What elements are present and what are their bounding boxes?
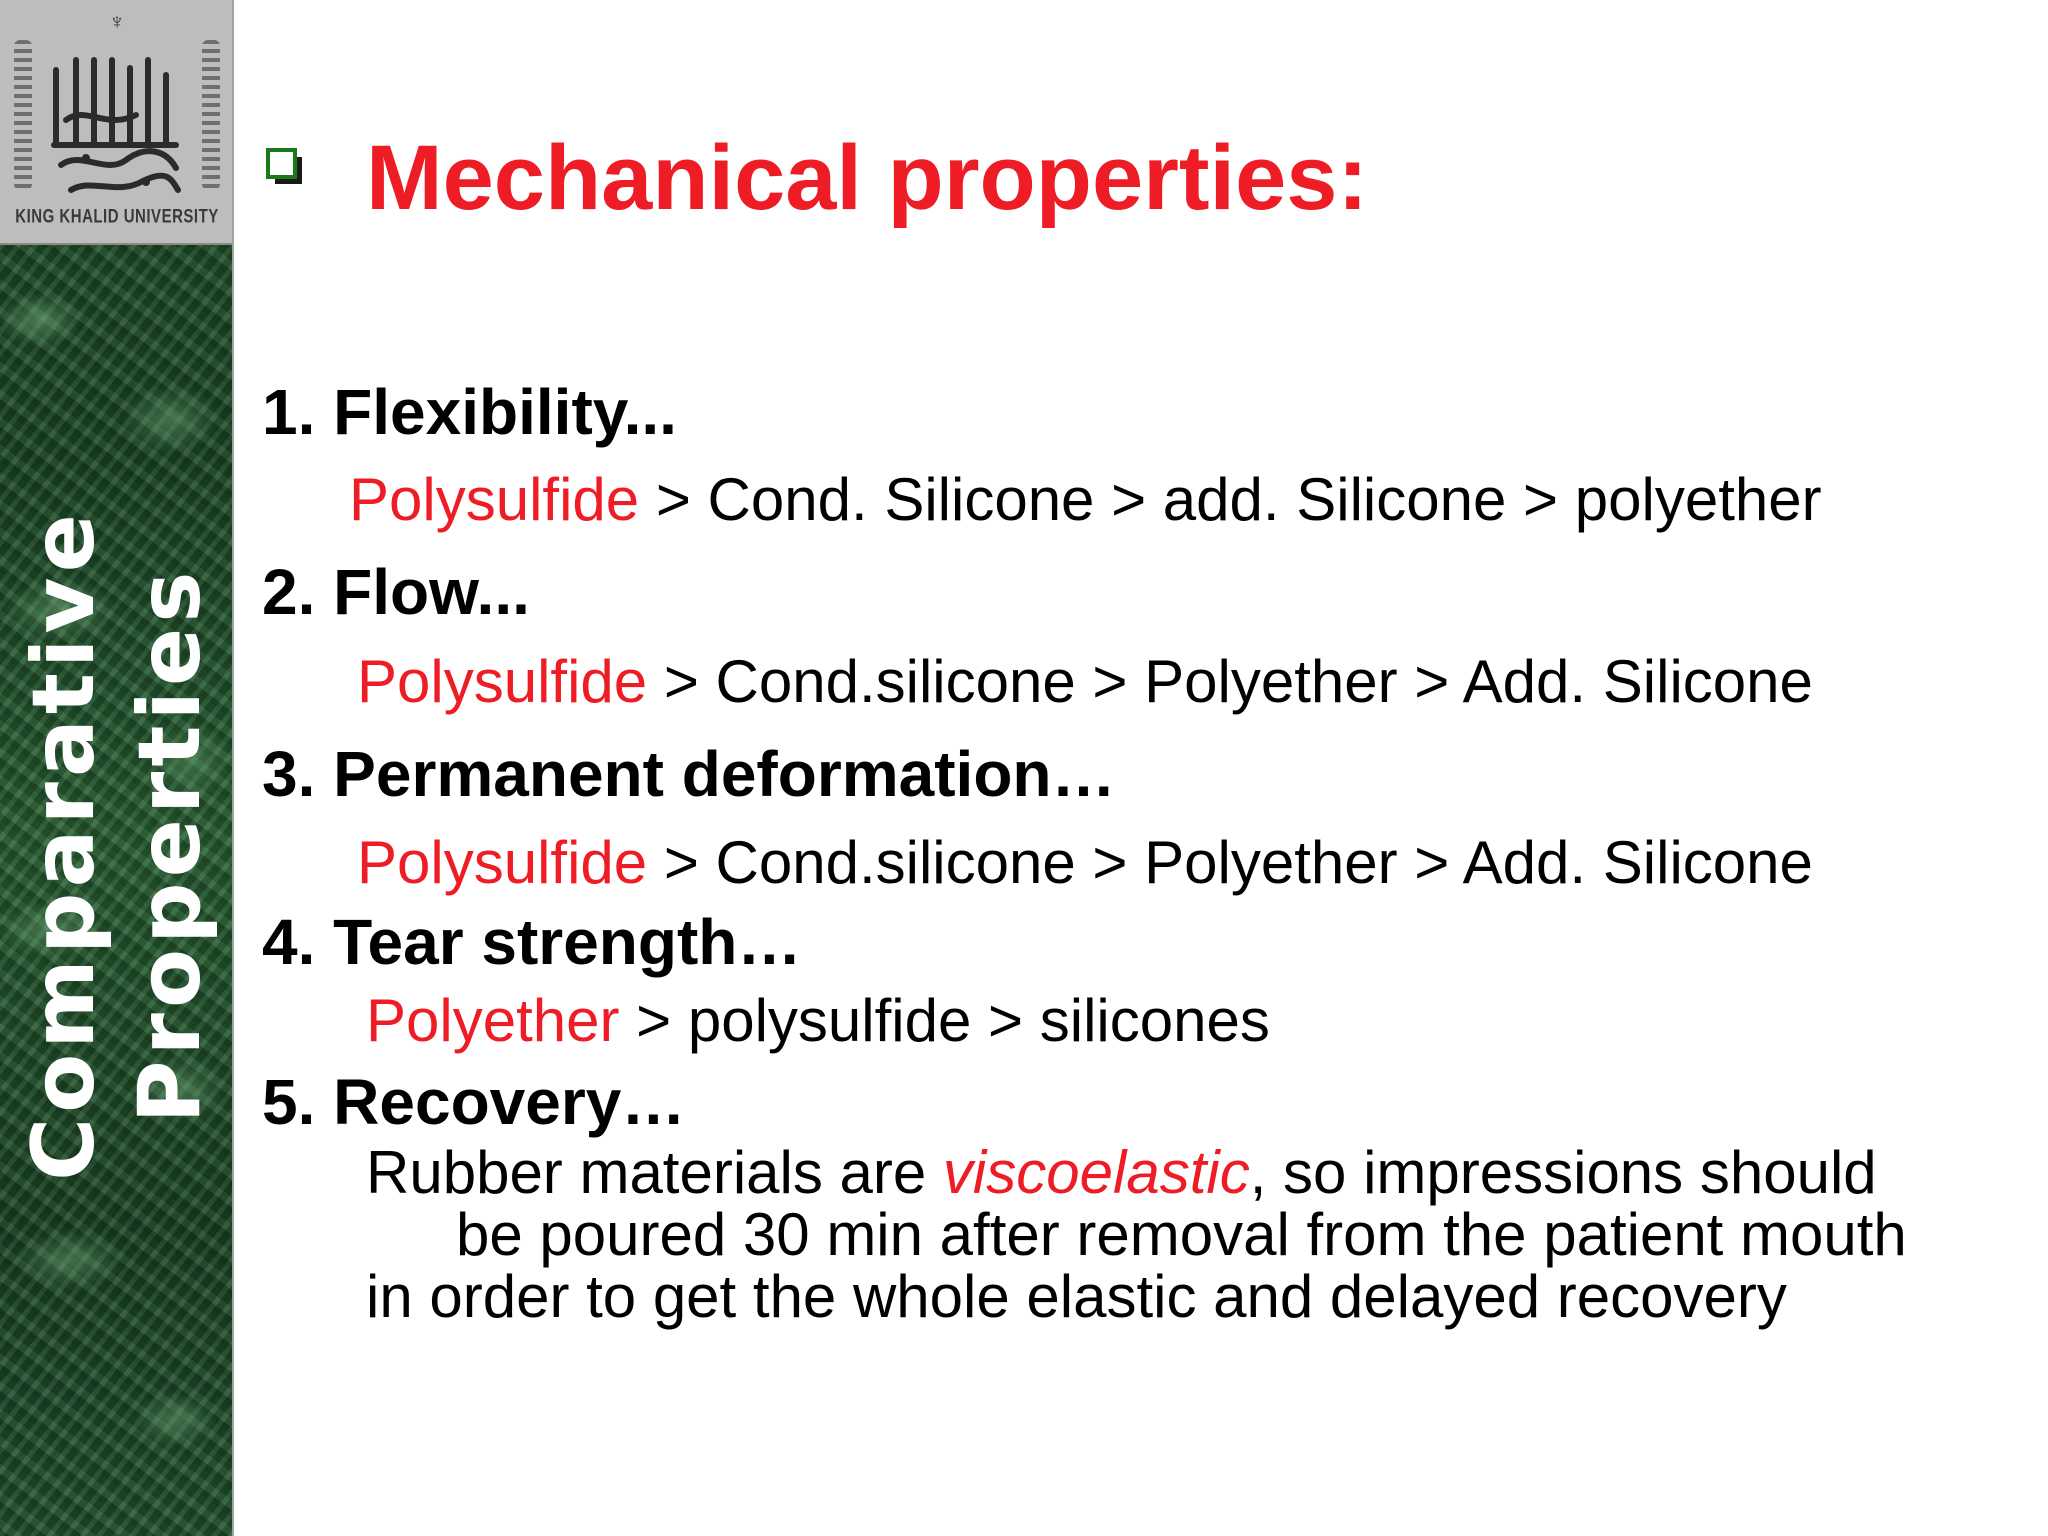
vertical-title	[11, 509, 223, 1181]
item-line-permanent-deformation	[357, 829, 1813, 897]
item-title-permanent-deformation: 3. Permanent deformation…	[262, 738, 1116, 810]
item-title-tear-strength: 4. Tear strength…	[262, 906, 802, 978]
university-logo	[0, 0, 234, 245]
ranking-text: > Cond.silicone > Polyether > Add. Silicone	[647, 829, 1813, 896]
logo-ornament-right	[202, 40, 220, 190]
item-line-flexibility	[349, 466, 1822, 534]
item-line-tear-strength	[366, 987, 1270, 1055]
checkbox-square-bullet-icon	[266, 148, 304, 186]
ranking-text: > polysulfide > silicones	[619, 987, 1270, 1054]
recovery-paragraph	[366, 1139, 2006, 1330]
paragraph-line-1	[366, 1139, 2006, 1206]
highlight-term: Polysulfide	[357, 829, 648, 896]
highlight-term: Polysulfide	[349, 466, 640, 533]
item-title-flow: 2. Flow...	[262, 556, 530, 628]
vertical-title-line1: Comparative	[14, 509, 114, 1181]
text-span: , so impressions should	[1249, 1139, 1877, 1206]
item-line-flow	[357, 648, 1813, 716]
vertical-title-line2: Properties	[120, 566, 220, 1124]
logo-caption: KING KHALID UNIVERSITY	[15, 205, 219, 228]
logo-ornament-left	[14, 40, 32, 190]
emphasis-term: viscoelastic	[942, 1139, 1250, 1206]
sidebar-divider	[232, 0, 234, 1536]
highlight-term: Polyether	[366, 987, 620, 1054]
text-span: Rubber materials are	[366, 1139, 943, 1206]
highlight-term: Polysulfide	[357, 648, 648, 715]
item-title-flexibility: 1. Flexibility...	[262, 376, 677, 448]
sidebar	[0, 0, 234, 1536]
logo-calligraphy-icon	[46, 50, 188, 200]
emblem-icon: ♆	[108, 9, 126, 34]
paragraph-line-3: in order to get the whole elastic and delayed recovery	[366, 1263, 1787, 1330]
item-title-recovery: 5. Recovery…	[262, 1066, 686, 1138]
page-title: Mechanical properties:	[366, 127, 1369, 229]
ranking-text: > Cond. Silicone > add. Silicone > polyether	[639, 466, 1822, 533]
paragraph-line-2: be poured 30 min after removal from the patient mouth	[456, 1201, 1907, 1268]
ranking-text: > Cond.silicone > Polyether > Add. Silicone	[647, 648, 1813, 715]
